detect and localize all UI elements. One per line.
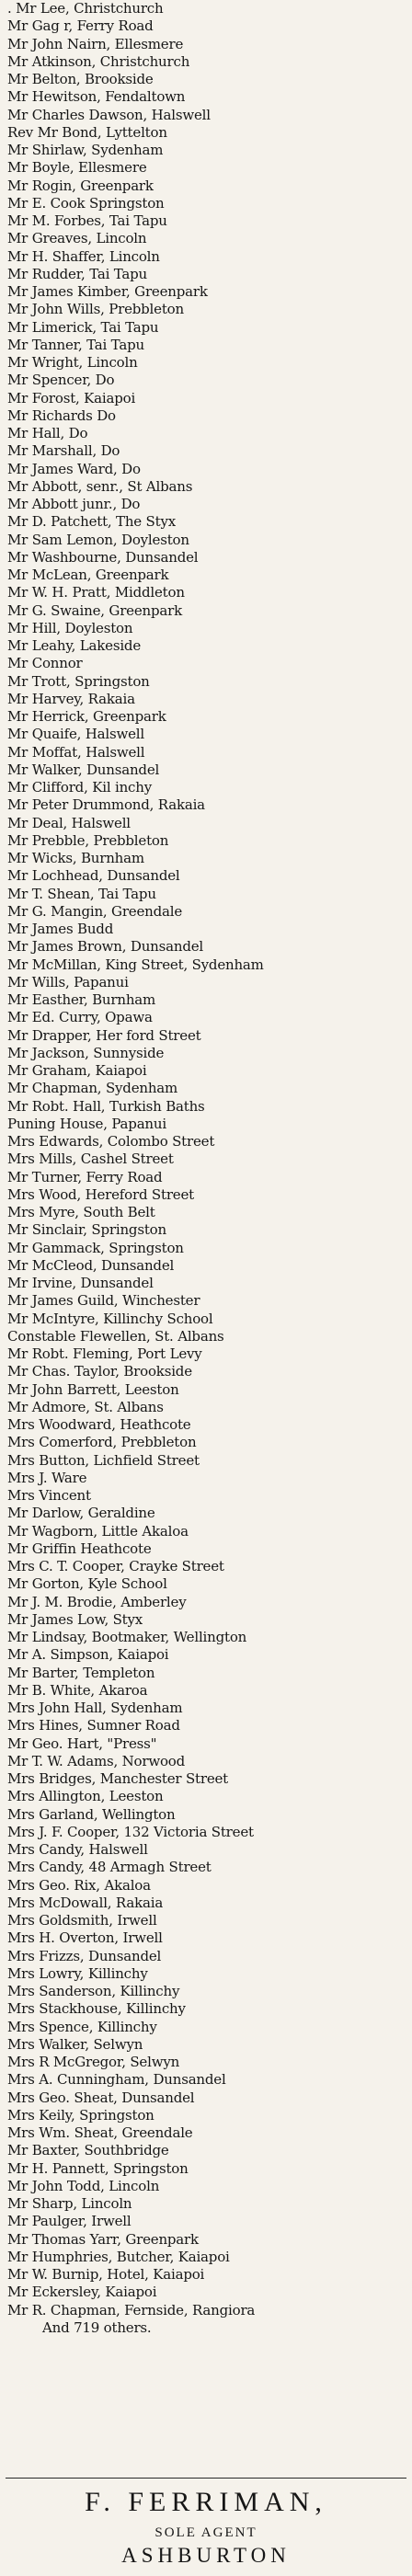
list-item: Mr Quaife, Halswell	[7, 726, 144, 743]
list-item: Mr Rudder, Tai Tapu	[7, 265, 147, 282]
list-item: Mr D. Patchett, The Styx	[7, 513, 176, 531]
list-item: Mr Leahy, Lakeside	[7, 637, 142, 654]
list-item: Mr W. H. Pratt, Middleton	[7, 584, 185, 601]
list-item: Mrs Sanderson, Killinchy	[7, 1983, 180, 1999]
list-item: Mr John Todd, Lincoln	[7, 2177, 160, 2194]
list-item: Mr Gorton, Kyle School	[7, 1575, 167, 1593]
list-item: Mr McLean, Greenpark	[7, 567, 169, 583]
list-item: Mr T. Shean, Tai Tapu	[7, 885, 156, 902]
list-item: Mr Belton, Brookside	[7, 71, 154, 87]
list-item: Mr James Kimber, Greenpark	[7, 283, 208, 300]
list-item: Mr Sam Lemon, Doyleston	[7, 531, 189, 548]
list-item: Mr Admore, St. Albans	[7, 1398, 164, 1415]
list-item: Mr Forost, Kaiapoi	[7, 389, 136, 406]
agent-town: ASHBURTON	[121, 2544, 291, 2567]
list-item: Mr Robt. Hall, Turkish Baths	[7, 1097, 205, 1115]
list-item: Mr Wills, Papanui	[7, 973, 129, 990]
list-item: Mrs C. T. Cooper, Crayke Street	[7, 1558, 224, 1574]
testimonial-name-list	[7, 0, 408, 2337]
list-item: Mr Boyle, Ellesmere	[7, 159, 147, 177]
list-item: Mrs Mills, Cashel Street	[7, 1151, 174, 1168]
list-item: Mrs McDowall, Rakaia	[7, 1894, 164, 1911]
list-item: Mr Clifford, Kil inchy	[7, 779, 152, 796]
list-item: Mrs Woodward, Heathcote	[7, 1416, 191, 1433]
list-item: Mr Thomas Yarr, Greenpark	[7, 2230, 199, 2248]
list-item: Mr Rogin, Greenpark	[7, 177, 154, 194]
list-item: Mr Robt. Fleming, Port Levy	[7, 1345, 202, 1362]
list-item: Mr Spencer, Do	[7, 372, 115, 389]
divider-rule-top	[6, 2478, 406, 2479]
list-item: Mr John Nairn, Ellesmere	[7, 35, 184, 52]
list-item: Mr Wright, Lincoln	[7, 354, 138, 371]
list-item: Mrs Walker, Selwyn	[7, 2035, 143, 2053]
list-item: Mr James Guild, Winchester	[7, 1292, 200, 1310]
list-item: Mr Eckersley, Kaiapoi	[7, 2284, 157, 2301]
list-item: Mrs Wood, Hereford Street	[7, 1185, 194, 1203]
list-item: Mr Barter, Templeton	[7, 1664, 155, 1681]
list-item: Mr Atkinson, Christchurch	[7, 52, 190, 70]
list-item: Mr Wagborn, Little Akaloa	[7, 1522, 189, 1540]
list-item: Mr Griffin Heathcote	[7, 1540, 152, 1557]
list-item: Mr Sharp, Lincoln	[7, 2195, 132, 2212]
list-item: Mrs Geo. Sheat, Dunsandel	[7, 2089, 195, 2106]
list-item: Mrs R McGregor, Selwyn	[7, 2054, 180, 2070]
list-item: Mr Ed. Curry, Opawa	[7, 1009, 153, 1026]
list-item: Mr Hall, Do	[7, 425, 88, 441]
list-item: Mr B. White, Akaroa	[7, 1681, 148, 1699]
list-item: Mr Moffat, Halswell	[7, 743, 145, 761]
list-item: Mr H. Shaffer, Lincoln	[7, 247, 160, 265]
others-count-line: And 719 others.	[42, 2318, 152, 2336]
list-item: Mrs Keily, Springston	[7, 2106, 154, 2124]
agent-role: SOLE AGENT	[154, 2525, 258, 2540]
list-item: Mr Shirlaw, Sydenham	[7, 142, 164, 158]
list-item: Mr Harvey, Rakaia	[7, 690, 135, 707]
list-item: Mrs H. Overton, Irwell	[7, 1929, 163, 1947]
list-item: Mrs Hines, Sumner Road	[7, 1717, 180, 1735]
list-item: Mrs Vincent	[7, 1487, 91, 1504]
list-item: Mr H. Pannett, Springston	[7, 2159, 189, 2177]
list-item: Mrs Lowry, Killinchy	[7, 1964, 148, 1982]
list-item: Mrs Candy, 48 Armagh Street	[7, 1859, 212, 1876]
list-item: Mrs J. F. Cooper, 132 Victoria Street	[7, 1823, 254, 1840]
list-item: Mrs J. Ware	[7, 1469, 87, 1486]
list-item: Mrs Allington, Leeston	[7, 1788, 164, 1805]
list-item: Mr Limerick, Tai Tapu	[7, 318, 159, 336]
list-item: Mrs Myre, South Belt	[7, 1204, 155, 1220]
list-item: Mr G. Mangin, Greendale	[7, 902, 183, 920]
list-item: Mrs Bridges, Manchester Street	[7, 1770, 228, 1787]
list-item: Mrs John Hall, Sydenham	[7, 1700, 183, 1716]
list-item: Mr Lindsay, Bootmaker, Wellington	[7, 1629, 247, 1645]
list-item: Mr Irvine, Dunsandel	[7, 1275, 154, 1291]
list-item: Mrs Edwards, Colombo Street	[7, 1133, 215, 1150]
list-item: Mr Trott, Springston	[7, 672, 150, 690]
list-item: Mr Deal, Halswell	[7, 814, 131, 831]
list-item: Mrs Spence, Killinchy	[7, 2018, 157, 2035]
list-item: Mr Walker, Dunsandel	[7, 761, 160, 778]
list-item: Mrs Frizzs, Dunsandel	[7, 1947, 162, 1964]
list-item: Mr Easther, Burnham	[7, 991, 156, 1008]
list-item: Mrs Goldsmith, Irwell	[7, 1912, 157, 1929]
list-item: Mr Darlow, Geraldine	[7, 1505, 155, 1522]
list-item: Mr M. Forbes, Tai Tapu	[7, 212, 167, 229]
list-item: Mr Herrick, Greenpark	[7, 708, 166, 725]
list-item: Mr Abbott junr., Do	[7, 496, 141, 512]
list-item: Mr McIntyre, Killinchy School	[7, 1310, 213, 1327]
list-item: Mr Paulger, Irwell	[7, 2213, 132, 2230]
list-item: Mr W. Burnip, Hotel, Kaiapoi	[7, 2266, 205, 2283]
list-item: Mr John Barrett, Leeston	[7, 1380, 179, 1398]
list-item: Mr Wicks, Burnham	[7, 850, 144, 866]
list-item: Mrs Comerford, Prebbleton	[7, 1434, 197, 1451]
list-item: Mr Connor	[7, 655, 83, 672]
list-item: Mr Turner, Ferry Road	[7, 1168, 163, 1185]
list-item: Mr Charles Dawson, Halswell	[7, 106, 211, 123]
list-item: Mr Geo. Hart, "Press"	[7, 1735, 157, 1752]
list-item: . Mr Lee, Christchurch	[7, 0, 164, 17]
list-item: Mr Baxter, Southbridge	[7, 2142, 169, 2159]
list-item: Mr Sinclair, Springston	[7, 1221, 166, 1239]
list-item: Mr Prebble, Prebbleton	[7, 831, 169, 849]
list-item: Mr Jackson, Sunnyside	[7, 1044, 165, 1061]
list-item: Mr Gammack, Springston	[7, 1239, 184, 1256]
list-item: Mr Humphries, Butcher, Kaiapoi	[7, 2248, 230, 2265]
list-item: Mrs Geo. Rix, Akaloa	[7, 1876, 151, 1894]
list-item: Mr Lochhead, Dunsandel	[7, 867, 180, 885]
list-item: Mr Richards Do	[7, 406, 116, 424]
list-item: Mr James Budd	[7, 921, 114, 937]
list-item: Mr J. M. Brodie, Amberley	[7, 1593, 187, 1610]
list-item: Mr Greaves, Lincoln	[7, 230, 147, 247]
list-item: Mr James Low, Styx	[7, 1610, 143, 1628]
list-item: Mr G. Swaine, Greenpark	[7, 601, 182, 619]
list-item: Mr Tanner, Tai Tapu	[7, 336, 144, 353]
list-item: Mr John Wills, Prebbleton	[7, 301, 184, 318]
list-item: Mr Chapman, Sydenham	[7, 1080, 178, 1097]
list-item: Mr Gag r, Ferry Road	[7, 17, 154, 35]
list-item: Mr Abbott, senr., St Albans	[7, 477, 193, 495]
list-item: Mr McCleod, Dunsandel	[7, 1256, 175, 1274]
list-item: Mr Hill, Doyleston	[7, 619, 133, 636]
list-item: Constable Flewellen, St. Albans	[7, 1327, 224, 1345]
list-item: Mr Peter Drummond, Rakaia	[7, 796, 205, 814]
list-item: Mrs A. Cunningham, Dunsandel	[7, 2071, 226, 2089]
list-item: Rev Mr Bond, Lyttelton	[7, 123, 167, 141]
list-item: Mr James Brown, Dunsandel	[7, 938, 204, 956]
list-item: Mr Marshall, Do	[7, 442, 120, 460]
list-item: Mr T. W. Adams, Norwood	[7, 1752, 186, 1769]
list-item: Mrs Button, Lichfield Street	[7, 1451, 200, 1469]
list-item: Mr Washbourne, Dunsandel	[7, 548, 199, 566]
agent-name: F. FERRIMAN,	[85, 2487, 327, 2517]
list-item: Mr McMillan, King Street, Sydenham	[7, 956, 264, 973]
list-item: Mr James Ward, Do	[7, 460, 141, 477]
list-item: Mr E. Cook Springston	[7, 194, 165, 212]
list-item: Mr Graham, Kaiapoi	[7, 1062, 147, 1079]
list-item: Mrs Garland, Wellington	[7, 1805, 176, 1823]
list-item: Mrs Stackhouse, Killinchy	[7, 2000, 186, 2018]
list-item: Mr R. Chapman, Fernside, Rangiora	[7, 2301, 256, 2318]
list-item: Mr A. Simpson, Kaiapoi	[7, 1646, 169, 1664]
list-item: Mr Chas. Taylor, Brookside	[7, 1363, 192, 1380]
list-item: Mr Drapper, Her ford Street	[7, 1026, 201, 1044]
list-item: Puning House, Papanui	[7, 1115, 166, 1132]
list-item: Mrs Candy, Halswell	[7, 1841, 148, 1858]
list-item: Mrs Wm. Sheat, Greendale	[7, 2124, 193, 2141]
list-item: Mr Hewitson, Fendaltown	[7, 88, 186, 106]
